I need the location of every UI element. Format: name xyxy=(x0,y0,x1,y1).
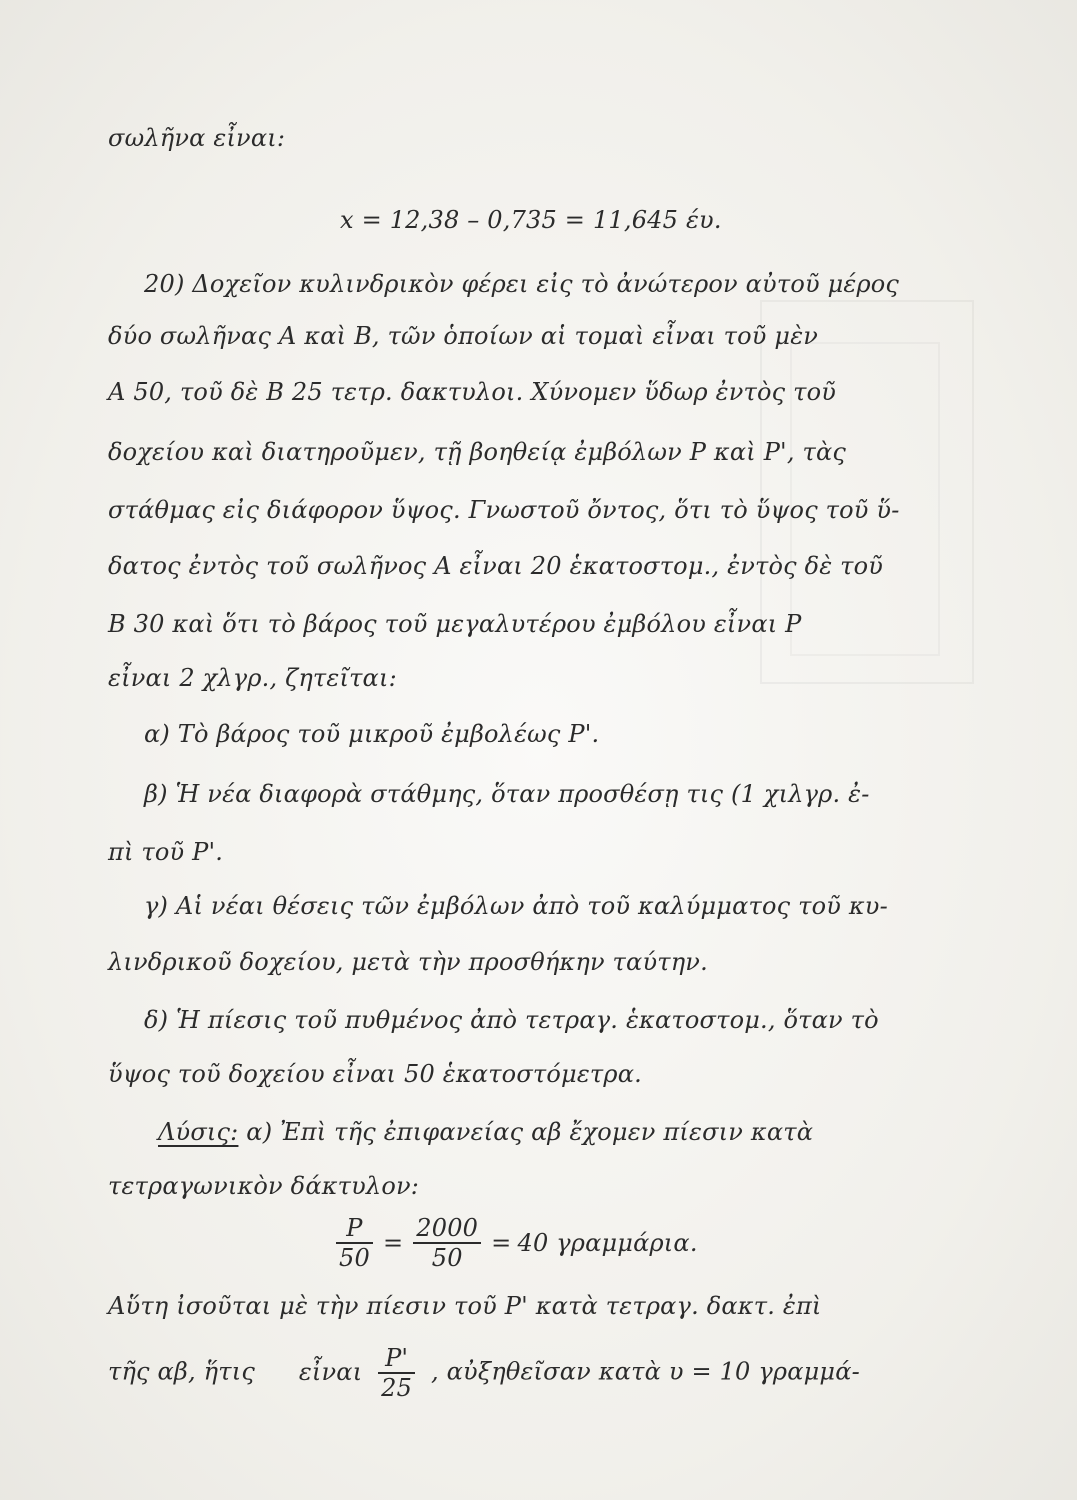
text-line-19: τετραγωνικὸν δάκτυλον: xyxy=(108,1172,420,1200)
text-line-10: εἶναι 2 χλγρ., ζητεῖται: xyxy=(108,664,397,692)
solution-heading: Λύσις: xyxy=(158,1118,239,1146)
equals-sign: = xyxy=(491,1229,512,1257)
text-line-5: A 50, τοῦ δὲ B 25 τετρ. δακτυλοι. Χύνομεν ὕδωρ ἐντὸς τοῦ xyxy=(108,378,837,406)
text-line-1: σωλῆνα εἶναι: xyxy=(108,124,286,152)
equals-sign: = xyxy=(382,1229,404,1257)
text-line-22-mid: εἶναι xyxy=(298,1357,363,1386)
text-line-7: στάθμας εἰς διάφορον ὕψος. Γνωστοῦ ὄντος, ὅτι τὸ ὕψος τοῦ ὕ- xyxy=(108,496,900,524)
text-line-11: α) Τὸ βάρος τοῦ μικροῦ ἐμβολέως P'. xyxy=(144,720,600,748)
fraction-denominator: 50 xyxy=(431,1244,463,1272)
text-line-14: γ) Αἱ νέαι θέσεις τῶν ἐμβόλων ἀπὸ τοῦ καλύμματος τοῦ κυ- xyxy=(144,892,888,920)
formula-result: 40 γραμμάρια. xyxy=(517,1229,698,1257)
fraction-p-over-50 xyxy=(336,1216,373,1270)
fraction-denominator: 50 xyxy=(339,1244,370,1272)
fraction-numerator: 2000 xyxy=(413,1216,481,1244)
text-line-6: δοχείου καὶ διατηροῦμεν, τῇ βοηθείᾳ ἐμβόλων P καὶ P', τὰς xyxy=(108,438,847,466)
text-line-17: ὕψος τοῦ δοχείου εἶναι 50 ἑκατοστόμετρα. xyxy=(108,1060,642,1088)
text-line-3: 20) Δοχεῖον κυλινδρικὸν φέρει εἰς τὸ ἀνώτερον αὐτοῦ μέρος xyxy=(144,270,900,298)
fraction-2000-over-50 xyxy=(413,1216,481,1270)
fraction-numerator: P xyxy=(336,1216,373,1244)
fraction-denominator: 25 xyxy=(381,1374,413,1402)
text-line-15: λινδρικοῦ δοχείου, μετὰ τὴν προσθήκην ταύτην. xyxy=(108,948,708,976)
text-line-4: δύο σωλῆνας A καὶ B, τῶν ὁποίων αἱ τομαὶ εἶναι τοῦ μὲν xyxy=(108,322,819,350)
text-line-21: Αὕτη ἰσοῦται μὲ τὴν πίεσιν τοῦ P' κατὰ τετραγ. δακτ. ἐπὶ xyxy=(108,1292,822,1320)
text-line-13: πὶ τοῦ P'. xyxy=(108,838,224,866)
text-line-22-left: τῆς αβ, ἥτις xyxy=(108,1357,255,1386)
text-line-12: β) Ἡ νέα διαφορὰ στάθμης, ὅταν προσθέσῃ τις (1 χιλγρ. ἐ- xyxy=(144,780,870,808)
text-line-22-right: , αὐξηθεῖσαν κατὰ υ = 10 γραμμά- xyxy=(430,1357,860,1386)
formula-equation xyxy=(328,1216,698,1270)
text-line-2: x = 12,38 – 0,735 = 11,645 έυ. xyxy=(340,206,722,234)
fraction-p-prime-over-25 xyxy=(378,1346,415,1400)
text-line-9: B 30 καὶ ὅτι τὸ βάρος τοῦ μεγαλυτέρου ἐμβόλου εἶναι P xyxy=(108,610,802,638)
fraction-numerator: P' xyxy=(378,1346,415,1374)
text-line-16: δ) Ἡ πίεσις τοῦ πυθμένος ἀπὸ τετραγ. ἑκατοστομ., ὅταν τὸ xyxy=(144,1006,879,1034)
solution-line xyxy=(158,1120,813,1144)
solution-text: α) Ἐπὶ τῆς ἐπιφανείας αβ ἔχομεν πίεσιν κατὰ xyxy=(246,1118,814,1146)
text-line-22 xyxy=(108,1346,860,1400)
formula-line xyxy=(328,1216,698,1270)
text-line-8: δατος ἐντὸς τοῦ σωλῆνος A εἶναι 20 ἑκατοστομ., ἐντὸς δὲ τοῦ xyxy=(108,552,884,580)
